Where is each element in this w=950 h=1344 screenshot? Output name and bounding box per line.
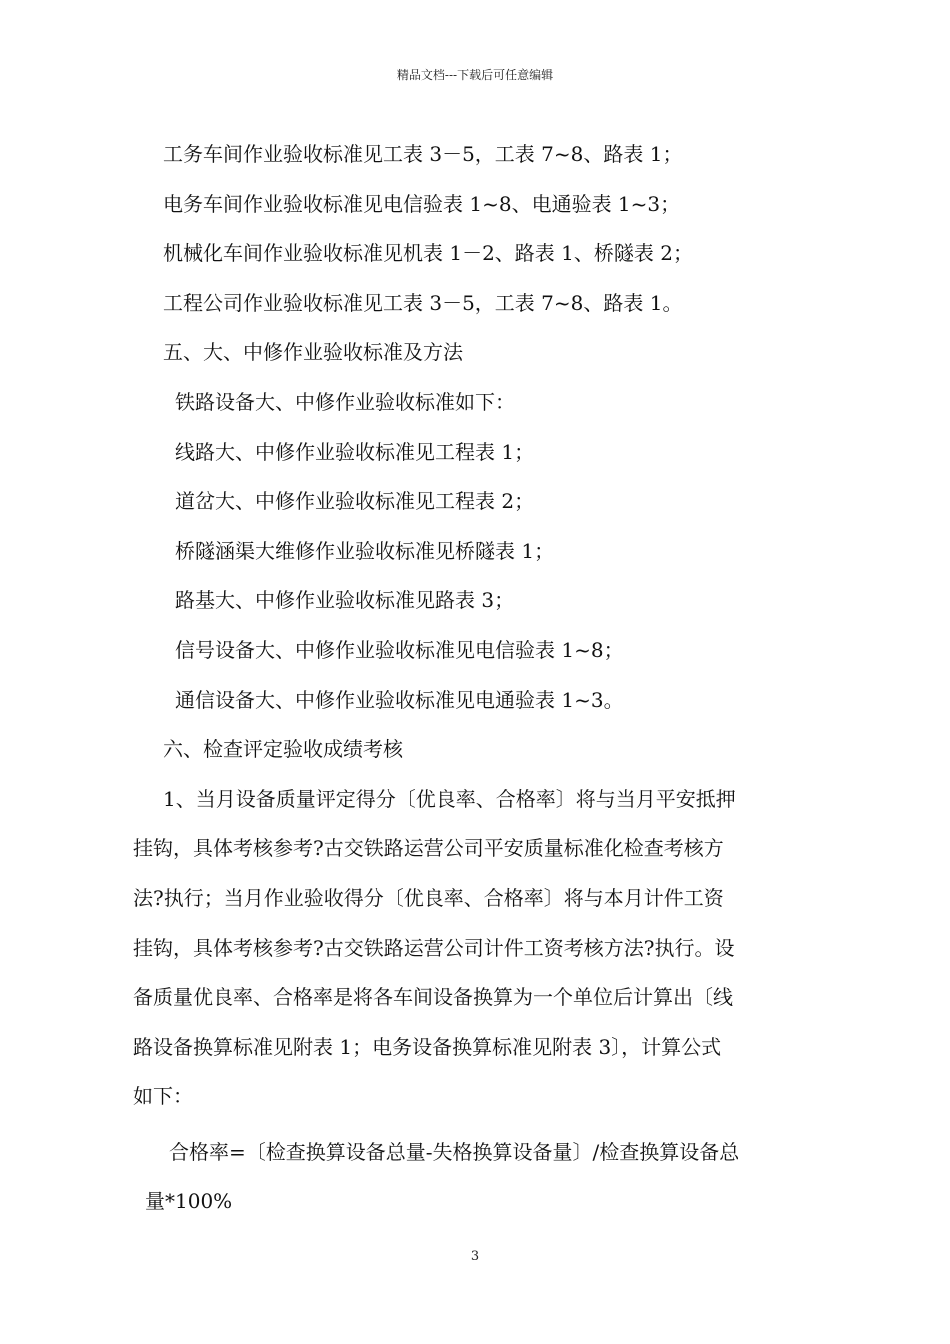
formula-line: 量*100% — [145, 1189, 233, 1214]
text-line: 线路大、中修作业验收标准见工程表 1； — [175, 439, 535, 464]
document-body — [133, 130, 813, 1227]
paragraph-line: 挂钩，具体考核参考?古交铁路运营公司计件工资考核方法?执行。设 — [133, 935, 735, 960]
section-heading-6: 六、检查评定验收成绩考核 — [163, 737, 403, 762]
text-line: 工程公司作业验收标准见工表 3－5，工表 7~8、路表 1。 — [163, 290, 683, 315]
section-heading-5: 五、大、中修作业验收标准及方法 — [163, 340, 463, 365]
text-line: 工务车间作业验收标准见工表 3－5，工表 7~8、路表 1； — [163, 142, 683, 166]
text-line: 电务车间作业验收标准见电信验表 1~8、电通验表 1~3； — [163, 191, 681, 216]
page-number: 3 — [470, 1249, 480, 1264]
text-line: 信号设备大、中修作业验收标准见电信验表 1~8； — [175, 637, 624, 662]
text-line: 桥隧涵渠大维修作业验收标准见桥隧表 1； — [175, 538, 555, 563]
paragraph-line: 如下： — [133, 1084, 193, 1109]
paragraph-line: 挂钩，具体考核参考?古交铁路运营公司平安质量标准化检查考核方 — [133, 836, 724, 861]
paragraph-line: 1、当月设备质量评定得分〔优良率、合格率〕将与当月平安抵押 — [163, 786, 736, 811]
page-header: 精品文档---下载后可任意编辑 — [396, 68, 554, 82]
paragraph-line: 备质量优良率、合格率是将各车间设备换算为一个单位后计算出〔线 — [133, 985, 733, 1010]
text-line: 机械化车间作业验收标准见机表 1－2、路表 1、桥隧表 2； — [163, 241, 693, 266]
text-line: 道岔大、中修作业验收标准见工程表 2； — [175, 489, 535, 514]
text-line: 通信设备大、中修作业验收标准见电通验表 1~3。 — [175, 687, 624, 712]
text-line: 铁路设备大、中修作业验收标准如下： — [175, 389, 515, 414]
paragraph-line: 路设备换算标准见附表 1；电务设备换算标准见附表 3〕，计算公式 — [133, 1034, 722, 1059]
text-line: 路基大、中修作业验收标准见路表 3； — [175, 588, 515, 613]
paragraph-line: 法?执行；当月作业验收得分〔优良率、合格率〕将与本月计件工资 — [133, 885, 724, 910]
formula-line: 合格率=〔检查换算设备总量-失格换算设备量〕/检查换算设备总 — [169, 1139, 740, 1164]
